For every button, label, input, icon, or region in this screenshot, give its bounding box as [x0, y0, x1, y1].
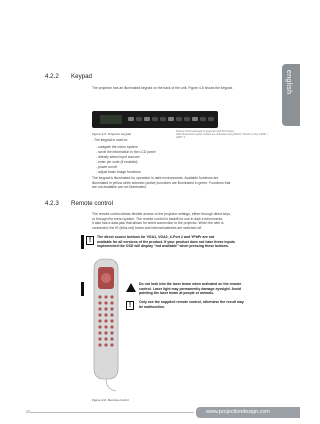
keypad-key — [168, 117, 174, 121]
keypad-key — [208, 117, 214, 121]
note-bar — [81, 282, 84, 296]
text-line: It also has a data-jack that allows for wired connection to the projector. When the wire is — [92, 221, 224, 226]
keypad-key — [192, 117, 198, 121]
section-title: Keypad — [71, 73, 92, 80]
language-tab-label: english — [285, 70, 292, 95]
exclamation-icon: ! — [126, 301, 134, 310]
list-item: - power on/off — [96, 165, 156, 170]
keypad-key — [152, 117, 158, 121]
text-line: implemented the OSD will display "not available" when pressing these buttons. — [97, 244, 229, 249]
text-line: or through the menu system. The remote control is backlit for use in dark environments. — [92, 216, 224, 221]
note-text — [97, 235, 279, 249]
note-text — [139, 300, 291, 309]
exclamation-icon: ! — [86, 236, 94, 245]
section-title: Remote control — [71, 200, 113, 207]
keypad-uses-list — [96, 145, 156, 174]
list-item: - directly select input sources — [96, 155, 156, 160]
keypad-key — [184, 117, 190, 121]
text-line: The keypad is illuminated for operation in dark environments. Available functions are — [92, 176, 219, 180]
keypad-key — [144, 117, 150, 121]
keypad-key — [136, 117, 142, 121]
list-item: - enter pin code (if enabled) — [96, 160, 156, 165]
section-heading-keypad — [45, 73, 92, 80]
warning-triangle-icon — [126, 283, 136, 292]
section-heading-remote — [45, 200, 113, 207]
keypad-key — [200, 117, 206, 121]
text-line: be malfunction. — [139, 304, 165, 309]
keypad-list-intro — [92, 138, 128, 143]
text-line: The remote control allows flexible access to the projector settings, either through direct keys, — [92, 212, 231, 216]
list-intro-text: The keypad is used to: — [94, 138, 129, 142]
text-line: connected, the IR (infra-red) beam and internal batteries are switched off. — [92, 225, 203, 230]
footer-website-bar — [196, 407, 300, 418]
text-line: available for all versions of the product. If your product does not have these inputs — [97, 239, 235, 244]
text-line: are not available are not illuminated. — [92, 185, 147, 190]
remote-control-image — [90, 257, 124, 395]
keypad-key — [176, 117, 182, 121]
text-line: The direct source buttons for VGA1, VGA2, X-Port 2 and YPbPr are not — [97, 235, 215, 239]
figure-note-line: Picture show keyboard of projector with DVI board. — [176, 130, 235, 133]
keypad-key — [160, 117, 166, 121]
text-line: Do not look into the laser beam when activated on the remote — [139, 282, 242, 286]
keypad-illumination-text — [92, 176, 278, 190]
figure-note-line: LED illumination pattern below are indicated using BOLD. Shown in the 4.3WF "- LIMP" b. — [176, 133, 269, 140]
keypad-key — [128, 117, 134, 121]
section-number: 4.2.3 — [45, 200, 59, 207]
text-line: illuminated in yellow while selected (active) functions are illuminated in green. Functions that — [92, 180, 231, 185]
remote-intro — [92, 212, 278, 230]
text-line: pointing the laser beam at people or animals. — [139, 291, 215, 296]
note-text — [139, 282, 291, 296]
keypad-figure-note — [176, 130, 276, 140]
list-item: - scroll the information in the LCD panel — [96, 150, 156, 155]
keypad-intro: The projector has an illuminated keypad on the back of the unit. Figure 4-5 shows the keypad. — [92, 86, 233, 90]
section-number: 4.2.2 — [45, 73, 59, 80]
keypad-lcd — [100, 115, 122, 124]
text-line: control. Laser light may permanently damage eyesight. Avoid — [139, 286, 242, 291]
list-item: - navigate the menu system — [96, 145, 156, 150]
keypad-figure-caption: Figure 4-5. Projector keypad — [92, 132, 132, 136]
language-tab — [282, 64, 300, 126]
text-line: Only use the supplied remote control, otherwise the result may — [139, 300, 244, 304]
remote-figure-caption: Figure 4-6. Remote control — [92, 398, 129, 402]
page-number: 17 — [26, 410, 30, 414]
keypad-figure — [92, 111, 218, 128]
note-bar — [81, 235, 84, 249]
list-item: - adjust basic image functions — [96, 170, 156, 175]
website-link[interactable]: www.projectiondesign.com — [206, 408, 270, 415]
